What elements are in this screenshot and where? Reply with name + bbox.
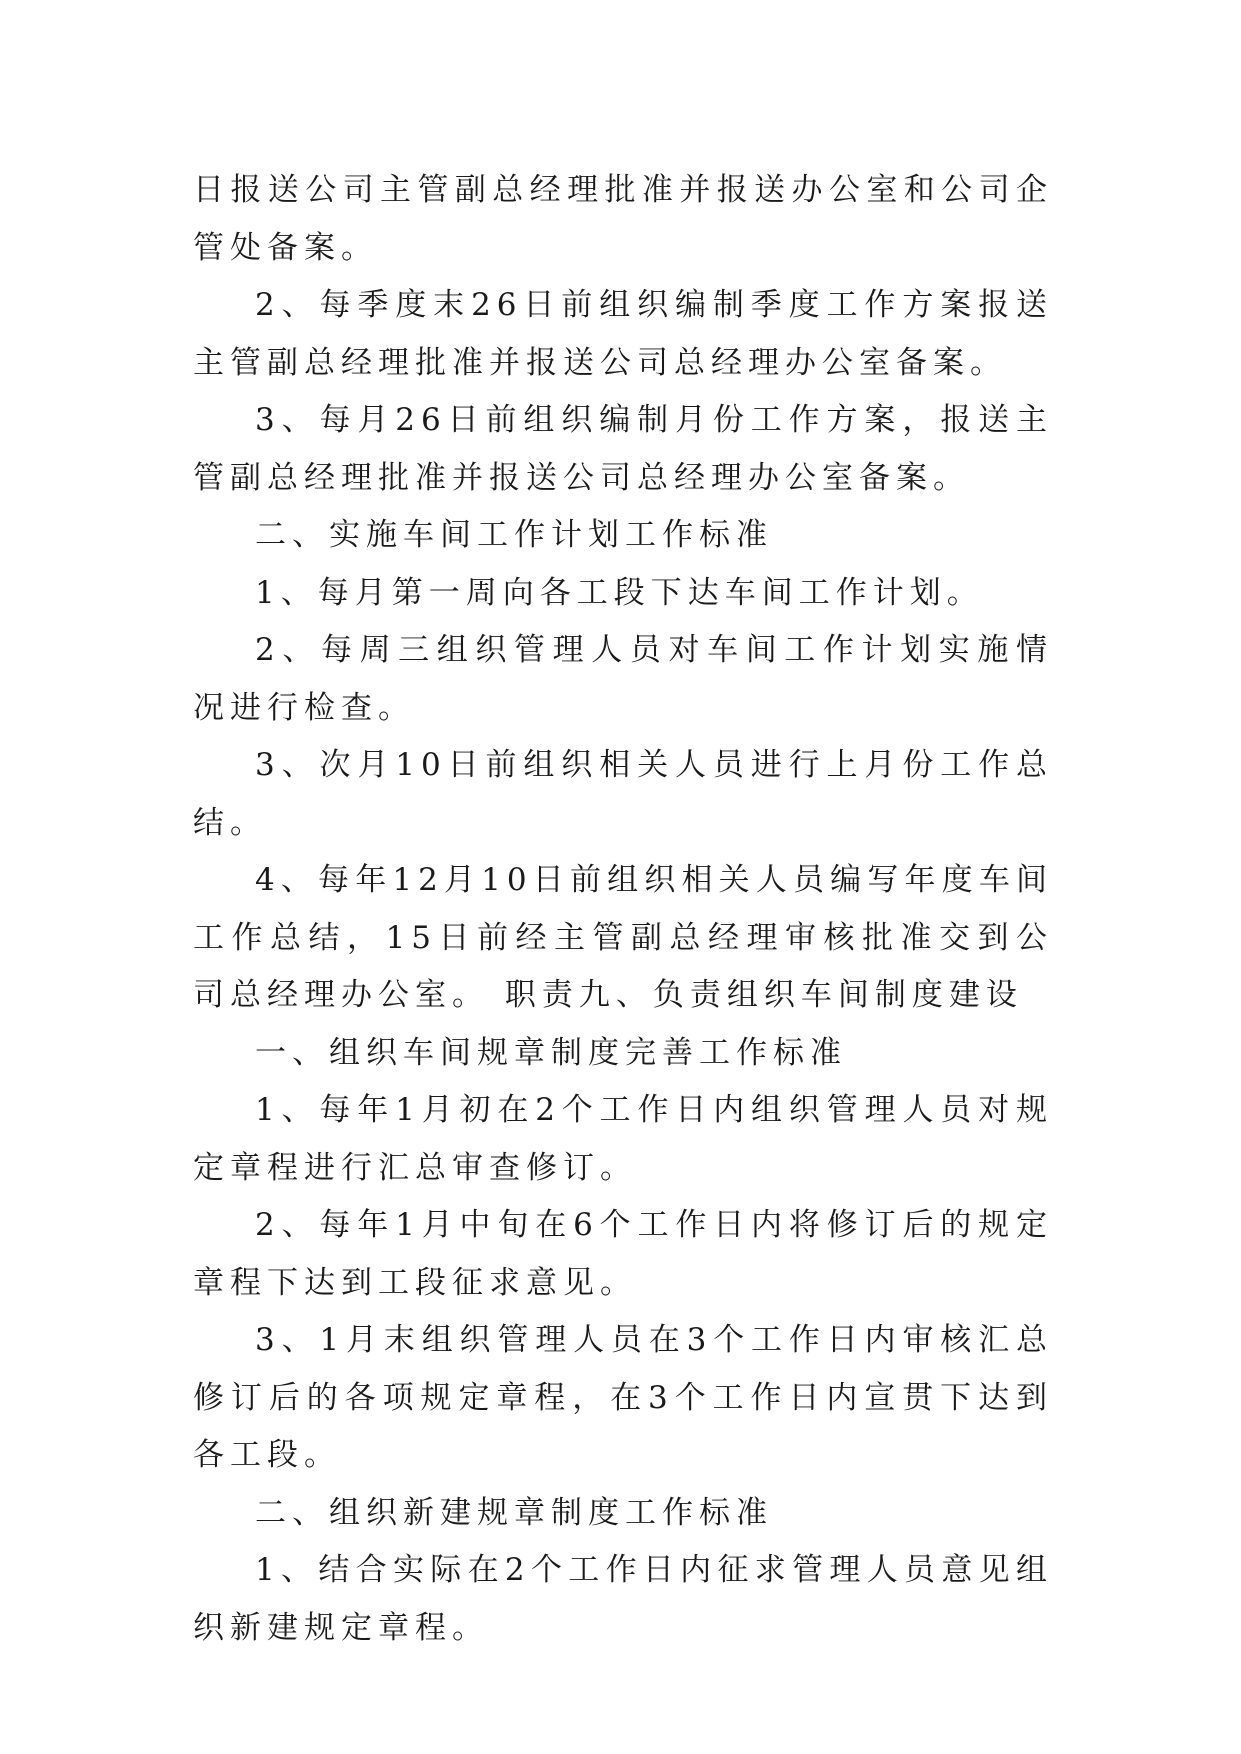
- section-heading-improve-rules: 一、组织车间规章制度完善工作标准: [255, 1034, 847, 1071]
- paragraph-10: 1、每年1月初在2个工作日内组织管理人员对规定章程进行汇总审查修订。: [193, 1092, 1053, 1186]
- section-heading-implement-plan: 二、实施车间工作计划工作标准: [255, 517, 773, 553]
- paragraph-8: 4、每年12月10日前组织相关人员编写年度车间工作总结，15日前经主管副总经理审核批准交到公司总经理办公室。 职责九、负责组织车间制度建设: [193, 862, 1053, 1013]
- section-heading-new-rules: 二、组织新建规章制度工作标准: [255, 1494, 773, 1531]
- paragraph-11: 2、每年1月中旬在6个工作日内将修订后的规定章程下达到工段征求意见。: [193, 1207, 1053, 1301]
- paragraph-7: 3、次月10日前组织相关人员进行上月份工作总结。: [193, 747, 1053, 841]
- document-body: [193, 162, 1053, 1657]
- paragraph-12: 3、1月末组织管理人员在3个工作日内审核汇总修订后的各项规定章程，在3个工作日内宣贯下达到各工段。: [193, 1322, 1053, 1473]
- paragraph-14: 1、结合实际在2个工作日内征求管理人员意见组织新建规定章程。: [193, 1552, 1053, 1646]
- paragraph-3: 3、每月26日前组织编制月份工作方案，报送主管副总经理批准并报送公司总经理办公室备案。: [193, 402, 1053, 496]
- paragraph-6: 2、每周三组织管理人员对车间工作计划实施情况进行检查。: [193, 632, 1053, 726]
- paragraph-5: 1、每月第一周向各工段下达车间工作计划。: [255, 574, 984, 611]
- paragraph-1: 日报送公司主管副总经理批准并报送办公室和公司企管处备案。: [193, 172, 1053, 266]
- paragraph-2: 2、每季度末26日前组织编制季度工作方案报送主管副总经理批准并报送公司总经理办公室备案。: [193, 287, 1053, 381]
